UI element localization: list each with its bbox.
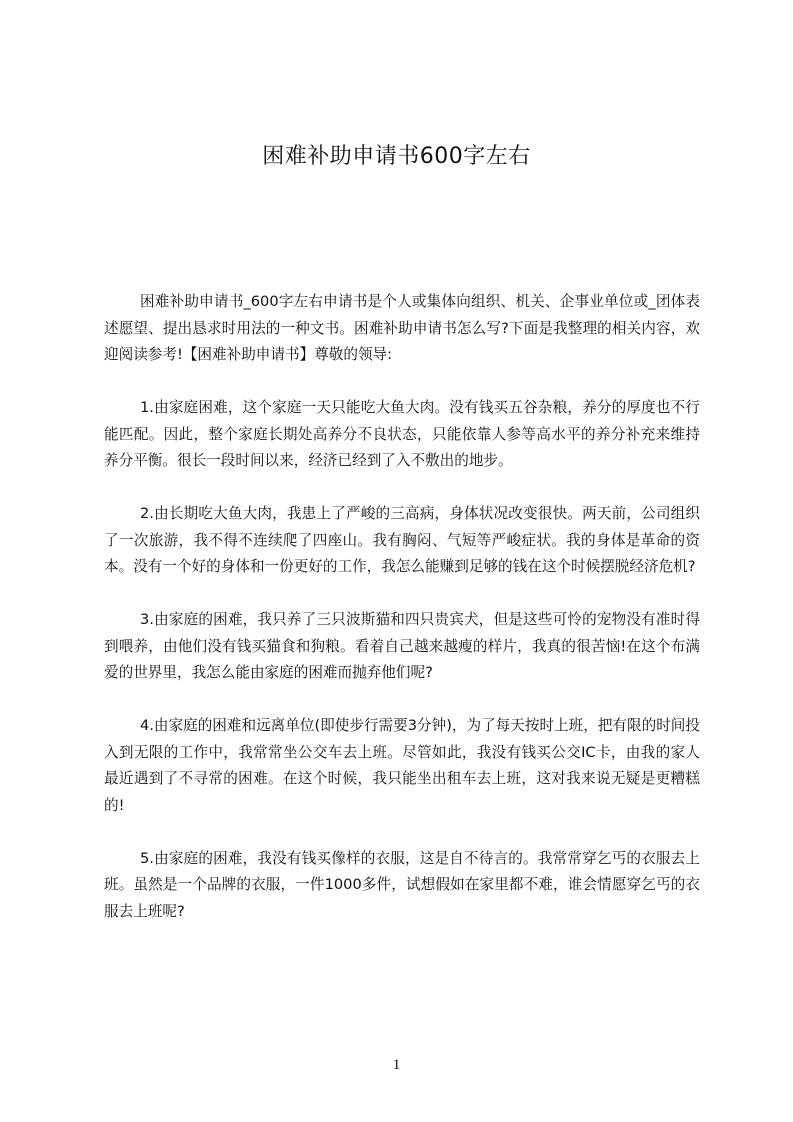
paragraph-item-2: 2.由长期吃大鱼大肉，我患上了严峻的三高病，身体状况改变很快。两天前，公司组织了一次旅游，我不得不连续爬了四座山。我有胸闷、气短等严峻症状。我的身体是革命的资本。没有一个好的身体和一份更好的工作，我怎么能赚到足够的钱在这个时候摆脱经济危机? [104,505,700,575]
page-number: 1 [392,1057,401,1073]
intro-paragraph: 困难补助申请书_600字左右申请书是个人或集体向组织、机关、企事业单位或_团体表述愿望、提出恳求时用法的一种文书。困难补助申请书怎么写?下面是我整理的相关内容，欢迎阅读参考!【困难补助申请书】尊敬的领导: [104,293,700,363]
document-title: 困难补助申请书600字左右 [262,144,531,169]
paragraph-item-5: 5.由家庭的困难，我没有钱买像样的衣服，这是自不待言的。我常常穿乞丐的衣服去上班。虽然是一个品牌的衣服，一件1000多件，试想假如在家里都不难，谁会情愿穿乞丐的衣服去上班呢? [104,849,700,920]
paragraph-item-4: 4.由家庭的困难和远离单位(即使步行需要3分钟)，为了每天按时上班，把有限的时间投入到无限的工作中，我常常坐公交车去上班。尽管如此，我没有钱买公交IC卡，由我的家人最近遇到了不寻常的困难。在这个时候，我只能坐出租车去上班，这对我来说无疑是更糟糕的! [104,717,700,814]
paragraph-item-1: 1.由家庭困难，这个家庭一天只能吃大鱼大肉。没有钱买五谷杂粮，养分的厚度也不行能匹配。因此，整个家庭长期处高养分不良状态，只能依靠人参等高水平的养分补充来维持养分平衡。很长一段时间以来，经济已经到了入不敷出的地步。 [104,399,700,469]
paragraph-item-3: 3.由家庭的困难，我只养了三只波斯猫和四只贵宾犬，但是这些可怜的宠物没有准时得到喂养，由他们没有钱买猫食和狗粮。看着自己越来越瘦的样片，我真的很苦恼!在这个布满爱的世界里，我怎么能由家庭的困难而抛弃他们呢? [104,611,700,681]
document-body [104,289,700,952]
